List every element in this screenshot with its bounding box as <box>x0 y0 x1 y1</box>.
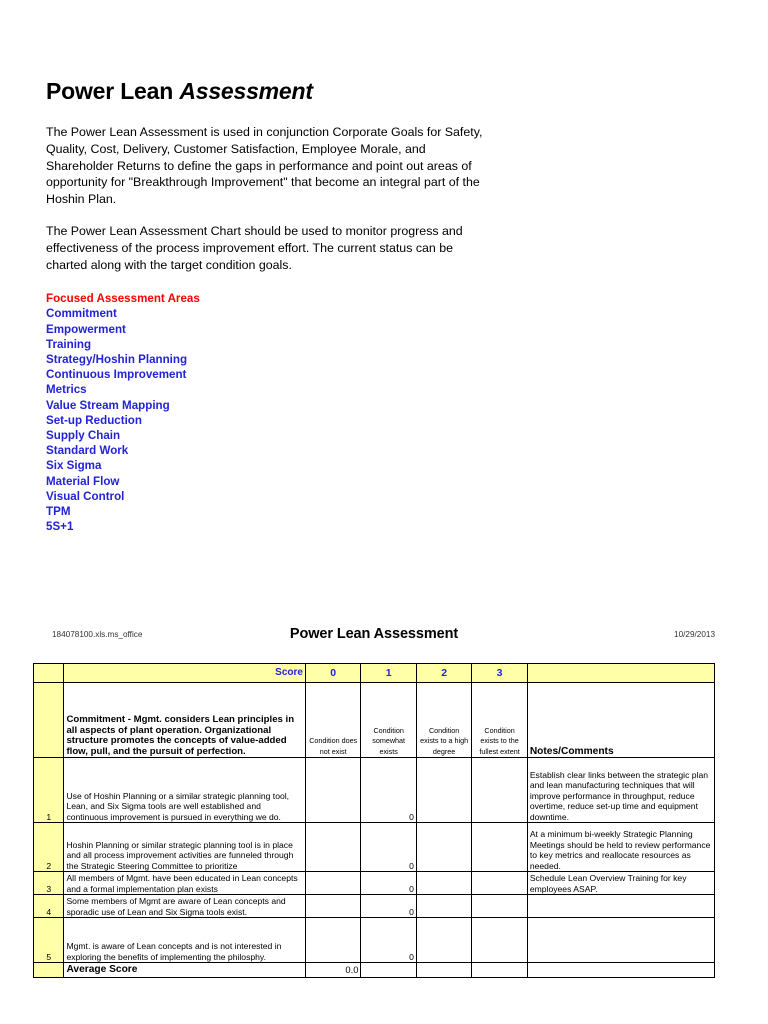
score-cell-1[interactable]: 0 <box>361 918 416 963</box>
score-cell-1[interactable]: 0 <box>361 758 416 823</box>
worksheet-filename: 184078100.xls.ms_office <box>52 630 143 639</box>
criterion-header-numcell <box>34 683 64 758</box>
list-item: Training <box>46 337 92 351</box>
score-cell-2[interactable] <box>416 872 471 895</box>
row-description: Hoshin Planning or similar strategic planning tool is in place and all process improvement activities are funneled through the Strategic Steering Committee to prioritize <box>64 823 306 872</box>
notes-column-header: Notes/Comments <box>527 683 714 758</box>
list-item: Set-up Reduction <box>46 413 142 427</box>
table-row <box>34 758 715 823</box>
document-body <box>46 78 546 534</box>
row-number: 4 <box>34 895 64 918</box>
assessment-table <box>33 663 715 978</box>
average-spacer-1 <box>361 963 416 978</box>
score-cell-3[interactable] <box>472 823 527 872</box>
score-cell-2[interactable] <box>416 895 471 918</box>
condition-label-0: Condition does not exist <box>305 683 360 758</box>
criterion-title: Commitment - Mgmt. considers Lean principles in all aspects of plant operation. Organizational structure promotes the concepts of value-added flow, pull, and the pursuit of perfection. <box>64 683 306 758</box>
average-spacer-notes <box>527 963 714 978</box>
average-score-label: Average Score <box>64 963 306 978</box>
row-notes[interactable]: At a minimum bi-weekly Strategic Planning Meetings should be held to review performance to key metrics and reallocate resources as needed. <box>527 823 714 872</box>
focused-areas-heading: Focused Assessment Areas <box>46 292 200 306</box>
row-description: Mgmt. is aware of Lean concepts and is not interested in exploring the benefits of implementing the philosphy. <box>64 918 306 963</box>
list-item: Visual Control <box>46 489 125 503</box>
score-cell-1[interactable]: 0 <box>361 895 416 918</box>
score-header-notes-spacer <box>527 664 714 683</box>
row-description: Use of Hoshin Planning or a similar strategic planning tool, Lean, and Six Sigma tools are well established and continuous improvement is pursued in everything we do. <box>64 758 306 823</box>
score-cell-2[interactable] <box>416 918 471 963</box>
average-spacer-3 <box>472 963 527 978</box>
average-score-row <box>34 963 715 978</box>
row-number: 5 <box>34 918 64 963</box>
list-item: Value Stream Mapping <box>46 398 170 412</box>
list-item: 5S+1 <box>46 520 74 534</box>
focused-areas-list <box>46 306 546 534</box>
score-cell-0[interactable] <box>305 758 360 823</box>
row-notes[interactable] <box>527 918 714 963</box>
page-title <box>46 78 546 104</box>
average-spacer-2 <box>416 963 471 978</box>
score-cell-2[interactable] <box>416 823 471 872</box>
page-title-main: Power Lean <box>46 78 174 104</box>
list-item: Commitment <box>46 307 117 321</box>
condition-label-3: Condition exists to the fullest extent <box>472 683 527 758</box>
row-number: 3 <box>34 872 64 895</box>
condition-label-2: Condition exists to a high degree <box>416 683 471 758</box>
score-header-label: Score <box>64 664 306 683</box>
row-notes[interactable] <box>527 895 714 918</box>
table-row <box>34 823 715 872</box>
list-item: Empowerment <box>46 322 126 336</box>
score-cell-3[interactable] <box>472 918 527 963</box>
row-notes[interactable]: Establish clear links between the strategic plan and lean manufacturing techniques that will improve performance in throughput, reduce overtime, reduce set-up time and equipment downtime. <box>527 758 714 823</box>
average-row-numcell <box>34 963 64 978</box>
list-item: Supply Chain <box>46 429 121 443</box>
score-cell-3[interactable] <box>472 758 527 823</box>
row-description: All members of Mgmt. have been educated in Lean concepts and a formal implementation plan exists <box>64 872 306 895</box>
row-description: Some members of Mgmt are aware of Lean concepts and sporadic use of Lean and Six Sigma tools exist. <box>64 895 306 918</box>
row-number: 2 <box>34 823 64 872</box>
score-column-header-0: 0 <box>305 664 360 683</box>
list-item: Material Flow <box>46 474 120 488</box>
page-title-emphasis: Assessment <box>179 78 313 104</box>
score-column-header-3: 3 <box>472 664 527 683</box>
row-notes[interactable]: Schedule Lean Overview Training for key employees ASAP. <box>527 872 714 895</box>
list-item: Standard Work <box>46 444 129 458</box>
list-item: Continuous Improvement <box>46 368 187 382</box>
worksheet-header <box>33 626 715 656</box>
score-cell-0[interactable] <box>305 872 360 895</box>
score-cell-0[interactable] <box>305 895 360 918</box>
score-column-header-1: 1 <box>361 664 416 683</box>
list-item: Metrics <box>46 383 87 397</box>
score-header-spacer <box>34 664 64 683</box>
worksheet-title: Power Lean Assessment <box>289 626 459 642</box>
score-cell-1[interactable]: 0 <box>361 872 416 895</box>
intro-paragraph-2: The Power Lean Assessment Chart should be used to monitor progress and effectiveness of the process improvement effort. The current status can be charted along with the target condition goals. <box>46 224 463 272</box>
table-row <box>34 918 715 963</box>
row-number: 1 <box>34 758 64 823</box>
table-row <box>34 872 715 895</box>
score-cell-3[interactable] <box>472 895 527 918</box>
intro-paragraph-1: The Power Lean Assessment is used in conjunction Corporate Goals for Safety, Quality, Cost, Delivery, Customer Satisfaction, Employee Morale, and Shareholder Returns to define the gaps in performance and point out areas of opportunity for "Breakthrough Improvement" that become an integral part of the Hoshin Plan. <box>46 125 483 206</box>
score-column-header-2: 2 <box>416 664 471 683</box>
condition-label-1: Condition somewhat exists <box>361 683 416 758</box>
score-cell-3[interactable] <box>472 872 527 895</box>
score-cell-0[interactable] <box>305 918 360 963</box>
table-row <box>34 895 715 918</box>
score-cell-1[interactable]: 0 <box>361 823 416 872</box>
score-header-row <box>34 664 715 683</box>
focused-assessment-areas <box>46 291 546 534</box>
list-item: Six Sigma <box>46 459 102 473</box>
score-cell-0[interactable] <box>305 823 360 872</box>
average-score-value: 0.0 <box>305 963 360 978</box>
list-item: TPM <box>46 505 71 519</box>
list-item: Strategy/Hoshin Planning <box>46 353 188 366</box>
worksheet-date: 10/29/2013 <box>674 630 715 639</box>
criterion-header-row <box>34 683 715 758</box>
score-cell-2[interactable] <box>416 758 471 823</box>
